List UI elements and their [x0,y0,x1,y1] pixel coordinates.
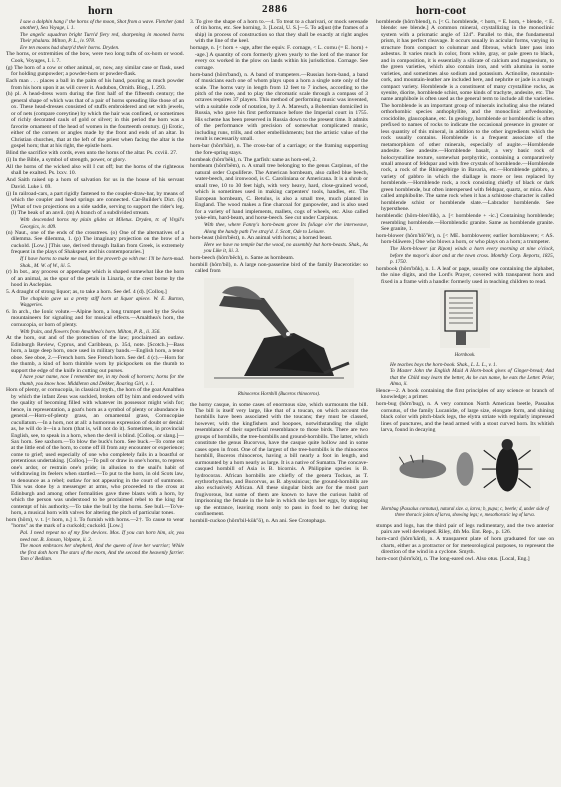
dictionary-entry: hornage, n. [< horn + -age, after the equiv. F. cornage, < L. cornu (= E. horn) + -age.] A quantity of corn formerly given yearly to the lord of the manor for every ox worked in the plow on lands within his jurisdiction. Cornage. See cornage. [190,45,368,71]
dictionary-entry: horn-beast (hôrn'bēst), n. An animal with horns; a horned beast. [190,234,333,241]
dictionary-entry: hornblendic (hôrn-blen'dik), a. [< hornblende + -ic.] Containing hornblende; resembling hornblende.—Hornblendic granite. Same as hornblende granite. See granite, 1. [376,213,554,232]
dictionary-entry: hornbill-cuckoo (hôrn'bil-kük''ō), n. An ani. See Crotophaga. [190,518,327,525]
dictionary-entry: (n) Naut., one of the ends of the crosstrees. (o) One of the alternatives of a dilemma. See dilemma, 1. (p) The imaginary projection on the brow of a cuckold. [Low.] [This use, derived through Italian from Greek, is extremely frequent in the plays of Shakspere and his contemporaries.] [6,230,184,256]
figure-caption: Hornbook. [454,352,476,358]
dictionary-entry: horn-band (hôrn'band), n. A band of trumpeters.—Russian horn-band, a band of musicians each one of whom plays upon a horn a single note only of the scale. The horns vary in length from 12 feet to 7 inches, according to the pitch of the note, and to play the chromatic scale through a compass of 3 octaves requires 37 players. This method of performing music was invented, with a suitable code of notation, by J. A. Maresch, a Bohemian domiciled in Russia, who gave his first performance before the Imperial court in 1755. His scheme has been preserved in Russia down to the present time. It admits of the performance with precision of somewhat complicated music, including runs, trills, and other embellishments; but the artistic value of the result is necessarily small. [190,71,368,143]
page-number: 2886 [262,3,288,15]
dictionary-entry: Hence—2. A book containing the first principles of any science or branch of knowledge; a primer. [376,387,554,401]
quotation: To Master John the English Maid A Horn-book gives of Ginger-bread; And that the Child may learn the better, As he can name, he eats the Letter. Prior, Alma, ii. [390,368,554,388]
dictionary-entry: horn (hôrn), v. t. [< horn, n.] 1. To furnish with horns.—2†. To cause to wear "horns" as the mark of a cuckold; cuckold. [Low.] [6,516,184,530]
beetle-illustration-icon [390,436,540,502]
quotation: With fruits, and flowers from Amalthea's horn. Milton, P. R., ii. 356. [20,328,161,335]
dictionary-entry: 6. In arch., the Ionic volute.—Alpine horn, a long trumpet used by the Swiss mountaineers for signaling and for musical effects.—Amalthea's horn, the cornucopia, or horn of plenty. [6,308,184,328]
dictionary-entry: hornbeak (hôrn'bēk), n. The garfish: same as horn-eel, 2. [190,156,317,163]
hornbook-illustration-icon [440,288,490,348]
header-left-guide-word: horn [88,3,113,17]
dictionary-entry: the horny casque, in some cases of enormous size, which surmounts the bill. The bill is itself very large, like that of a toucan, on which account the hornbills have been associated with the toucans; they must be classed, however, with the kingfishers and hoopoes, notwithstanding the slight resemblance of their superficial resemblance to those birds. There are two groups of hornbills, the tree-hornbills and ground-hornbills. The latter, which constitute the genus Bucorvus, have the casque quite hollow and in some cases open in front. One of the largest of the tree-hornbills is the rhinoceros hornbill, Buceros rhinoceros, having a bill nearly a foot in length, and surmounted by a horn nearly as large. It is a native of Sumatra. The concave-casqued hornbill of Asia is B. bicornis. A Philippine species is B. hydrocorax. African hornbills are chiefly of the genera Tockus, as T. erythrorhynchus, and Bucorvus, as B. abyssinicus; the ground-hornbills are also exclusively African. All these singular birds are for the most part frugivorous, but some of them are known to have the curious habit of imprisoning the female in the hole in which she lays her eggs, by stopping up the entrance, leaving room only to pass in food to her during her confinement. [190,401,368,518]
figure-caption: Hornbug (Passalus cornutus), natural size. a, larva; b, pupa; c, beetle; d, under side of three thoracic joints of larva, showing legs; e, mesothoracic leg of larva. [381,506,549,519]
dictionary-entry: (r) In bot., any process or appendage which is shaped somewhat like the horn of an animal, as the spur of the petals in Linaria, or the crest borne by the hood in Asclepias. [6,269,184,289]
hornbill-illustration-icon [204,278,354,388]
dictionary-entry: horn-bug (hôrn'bug), n. A very common North American beetle, Passalus cornutus, of the family Lucanidæ, of large size, elongate form, and shining black color with pitch-black legs, the elytra striate with regularly impressed lines of punctures, and the head armed with a stout curved horn. Its whitish larva, found in decaying [376,401,554,434]
dictionary-entry: 5. A draught of strong liquor; as, to take a horn. See def. 4 (d). [Colloq.] [6,289,167,296]
dictionary-entry: And Saith raised up a horn of salvation for us in the house of his servant David. Luke i. 69. [6,177,184,190]
dictionary-entry: All the horns of the wicked also will I cut off; but the horns of the righteous shall be exalted. Ps. lxxv. 10. [6,163,184,177]
quotation: Ere ten moons had sharp'd their horns. Dryden. [20,44,120,51]
dictionary-entry: hornblende (hôrn'blend), n. [< G. hornblende, < horn, = E. horn, + blende, < E. blende: see blende.] A common mineral, crystallizing in the monoclinic system with a prismatic angle of 124°. Parallel to this, the fundamental prism, it has perfect cleavage. It occurs usually in acicular forms, varying in structure from compact to columnar and fibrous, which later pass into asbestus. It varies much in color, from white, gray, or pale green to black, and in composition, it is essentially a silicate of calcium and magnesium, to the green varieties, which also contain iron, and with alumina in some varieties, and sometimes also sodium and potassium. Actinolite, mountain-cork, and mountain-leather are included here, and nephrite or jade is a tough compact variety. Hornblende is a constituent of many crystalline rocks, as syenite, diorite, hornblende schist, some kinds of trachyte, andesite, etc. The name amphibole is often used as the general term to include all the varieties. The hornblende is an important group of minerals including also the related orthorhombic species anthophyllite, and the monoclinic arfvedsonite, crocidolite, glaucophane, etc. In geology, hornblende or hornblendic is often prefixed to names of rocks to indicate the occasional presence in greater or less quantity of this mineral, in addition to the other ingredients which the rock usually contains. Hornblende is a frequent associate of the metamorphism of other minerals, especially of augite.—Hornblende andesite. See andesite.—Hornblende basalt, a very basic rock of holocrystalline texture, somewhat porphyritic, containing a comparatively small amount of feldspar and with free crystals of hornblende.—Hornblende rock, a rock of the Rhinegebirge in Bavaria, etc.—Hornblende gabbro, a variety of gabbro in which the diallage is more or less replaced by hornblende.—Hornblende rock, a rock consisting chiefly of black or dark green hornblende, but often interspersed with feldspar, quartz, or mica. Also called amphibolite. The same rock when it has a schistose character is called hornblende schist or hornblende slate.—Labrador hornblende. See hypersthene. [376,19,554,213]
quotation: The angelic squadron bright Turn'd fiery red, sharpening in mooned horns Their phalanx. Milton, P. L., iv. 978. [20,31,184,45]
dictionary-entry: Blind the sacrifice with cords, even unto the horns of the altar. Ps. cxviii. 27. [6,150,178,157]
quotation: If I have horns to make me mad, let the proverb go with me: I'll be horn-mad. Shak., M. W. of W., iii. 5. [20,256,184,269]
column-1 [6,19,184,783]
dictionary-entry: Each man . . . places a ball in the palm of his hand, pouring as much powder from his horn upon it as will cover it. Audubon, Ornith. Biog., I. 293. [6,78,184,91]
quotation: With thee, where Fanny's horn-beam grove Its foliage o'er the interweave, Along the handy path I've stray'd. J. Scott, Ode to Leisure. [204,222,368,235]
quotation: I saw a dolphin hang i' the horns of the moon, Shot from a wave. Fletcher (and another), Sea Voyage, i. 1. [20,19,184,32]
column-3 [376,19,554,783]
dictionary-entry: horn-bar (hôrn'bär), n. The cross-bar of a carriage; or the framing supporting the fore-spring stays. [190,143,368,156]
dictionary-entry: At the horn, out and of the protection of the law; proclaimed an outlaw. Edinburgh Review, Cyprus, and Caribbean, p. 354, note. [Scotch.]—Bass horn, a large deep horn, once used in military bands.—English horn, a tenor oboe. See oboe, 2.—French horn. See French horn. See def. 4 (c).—Horn for the thumb, a kind of horn thimble worn by pickpockets on the thumb to support the edge of the knife in cutting out purses. [6,335,184,374]
dictionary-entry: horn-card (hôrn'kärd), n. A transparent plate of horn graduated for use on charts, either as a protractor or for meteorological purposes, to represent the direction of the wind in a cyclone. Smyth. [376,536,554,556]
quotation: He teaches boys the horn-book. Shak., L. L. L., v. 1. [390,361,497,368]
dictionary-entry: horn-coot (hôrn'kōt), n. The long-eared owl. Also otus. [Local, Eng.] [376,556,530,563]
dictionary-entry: stumps and logs, has the third pair of legs rudimentary, and the two anterior pairs are well developed. Riley, 4th Mo. Ent. Rep., p. 126. [376,522,554,536]
hornbill-figure [190,278,368,390]
page-header [0,3,561,17]
dictionary-entry: (g) The horn of a cow or other animal, or, now, any similar case or flask, used for holding gunpowder; a powder-horn or powder-flask. [6,64,184,78]
dictionary-entry: hornbook (hôrn'bůk), n. 1. A leaf or page, usually one containing the alphabet, the nine digits, and the Lord's Prayer, covered with transparent horn and fixed in a frame with a handle: formerly used in teaching children to read. [376,265,554,285]
dictionary-entry: (h) pl. A head-dress worn during the first half of the fifteenth century; the general shape of which was that of a pair of horns spreading like those of an ox. These head-dresses consisted of stuffs embroidered and set with jewels, or of nets (compare coreytine) by which the hair was confined, or sometimes of richly decorated cauls of gold or silver; in this period the horn was a favorite ornament of the head of women in the fourteenth century. (j) Erotic, either of the corners or angles made by the front and ends of an altar. In Christian churches, that at the left of the priest when facing the altar is the gospel horn; that at his right, the epistle horn. [6,91,184,150]
quotation: The chaplain gave us a pretty stiff horn at liquor apiece. W. E. Burton, Waggeries. [20,296,184,309]
quotation: Here we have no temple but the wood, no assembly but horn-beasts. Shak., As you Like it, iii. 3. [204,241,368,255]
dictionary-entry: The horns, or extremities of the bow, were two long tufts of ox-horn or wood. Cook, Voyages, I. i. 7. [6,51,184,64]
dictionary-entry: 3. To give the shape of a horn to.—4. To treat to a charivari, or mock serenade of tin horns, etc. See horning, 3. [Local, U. S.]—5. To adjust (the frames of a ship) in process of construction so that they shall be exactly at right angles with the line of the keel. [190,19,368,45]
figure-caption: Rhinoceros Hornbill (Buceros rhinoceros). [237,392,321,398]
dictionary-entry: Horn of plenty, or cornucopia, in classical myth., the horn of the goat Amalthea by which the infant Zeus was suckled, broken off by him and endowed with the quality of becoming filled with whatever its possessor might wish for; hence, in representation, a goat's horn as a symbol of plenty or abundance in general.—Horn-of-plenty grass, an ornamental grass, Cornucopiae cucullatum.—In a horn, not at all: a humorous expression of doubt or denial: as, he will do it—in a horn (that is, will not do it). Sometimes, in provincial English, see, to speak in a horn, when the devil is blind. [Colloq. or slang.]—Sax horn. See saxhorn.—To blow the buck's horn. See buck.—To come out at the little end of the horn, to come off ill from any encounter or experience; come to grief; used especially of one who completely fails in a boastful or pretentious undertaking. [Colloq.]—To pull or draw in one's horns, to repress one's ardor, or restrain one's pride; in allusion to the snail's habit of withdrawing its feelers when startled.—To put to the horn, in old Scots law, to denounce as a rebel; outlaw for not appearing in the court of summons. This was done by a messenger at arms, who proceeded to the cross at Edinburgh and among other formalities gave three blasts with a horn, by which the person was understood to be proclaimed rebel to the king for contempt of his authority.—To take the bull by the horns. See bull.—To've-horn, a musical horn with valves for altering the pitch of particular tones. [6,387,184,516]
quotation: With descended horns my plain glides at Miletus. Dryden, tr. of Virgil's Georgics, iv. 409. [20,217,184,230]
column-2 [190,19,368,783]
quotation: The Horn-blower (at Ripon) winds a horn every morning at nine o'clock, before the mayor's door and at the town cross. Monthly Corp. Reports, 1825, p. 1750. [390,246,554,266]
dictionary-entry: horn-blower (hôrn'blō''ėr), n. [< ME. hornblowere; earlier hornblawere; < AS. horn-blāwere.] One who blows a horn, or who plays on a horn; a trumpeter. [376,232,554,246]
quotation: The moon embraces her shepherd, And the queen of love her warrior; While the first doth horn The stars of the morn, And the second the heavenly farrier. Tom o' Bedlam. [20,543,184,563]
quotation: I have your name, now I remember me, in my book of horners; horns for the thumb, you know how. Middleton and Dekker, Roaring Girl, v. 1. [20,374,184,387]
dictionary-entry: horn-beech (hôrn'bēch), n. Same as hornbeam. [190,254,295,261]
quotation: Pal. I need repeat no of my fine devices. Mos. If you can horn him, sir, you need not. B. Jonson, Volpone, ii. 3. [20,530,184,543]
hornbook-figure [376,288,554,350]
dictionary-entry: hornbeam (hôrn'bēm), n. A small tree belonging to the genus Carpinus, of the natural order Cupuliferæ. The American hornbeam, also called blue beech, water-beech, and ironwood, is C. Caroliniana or Americana. It is a shrub or small tree, 10 to 30 feet high, with very heavy, hard, close-grained wood, which is sometimes used in making carpenters' tools, handles, etc. The European hornbeam, C. Betulus, is also a small tree, much planted in England. The wood makes a fine charcoal for gunpowder, and is also used for a variety of hand implements, mallets, cogs of wheels, etc. Also called yoke-elm, hard-beam, and horse-beech. See cut under Carpinus. [190,163,368,222]
header-right-guide-word: horn-coot [416,3,466,17]
dictionary-entry: hornbill (hôrn'bil), n. A large non-passerine bird of the family Bucerotidæ: so called from [190,261,368,275]
dictionary-entry: (i) In the Bible, a symbol of strength, power, or glory. [6,157,126,164]
hornbug-figure [376,436,554,504]
dictionary-entry: (j) In railroad-cars, a part rigidly fastened to the coupler-draw-bar, by means of which the coupler and head springs are connected. Car-Builder's Dict. (k) [What of two projections on a side saddle, serving to support the rider's leg. (l) The beak of an anvil. (m) A branch of a subdivided stream. [6,190,184,217]
